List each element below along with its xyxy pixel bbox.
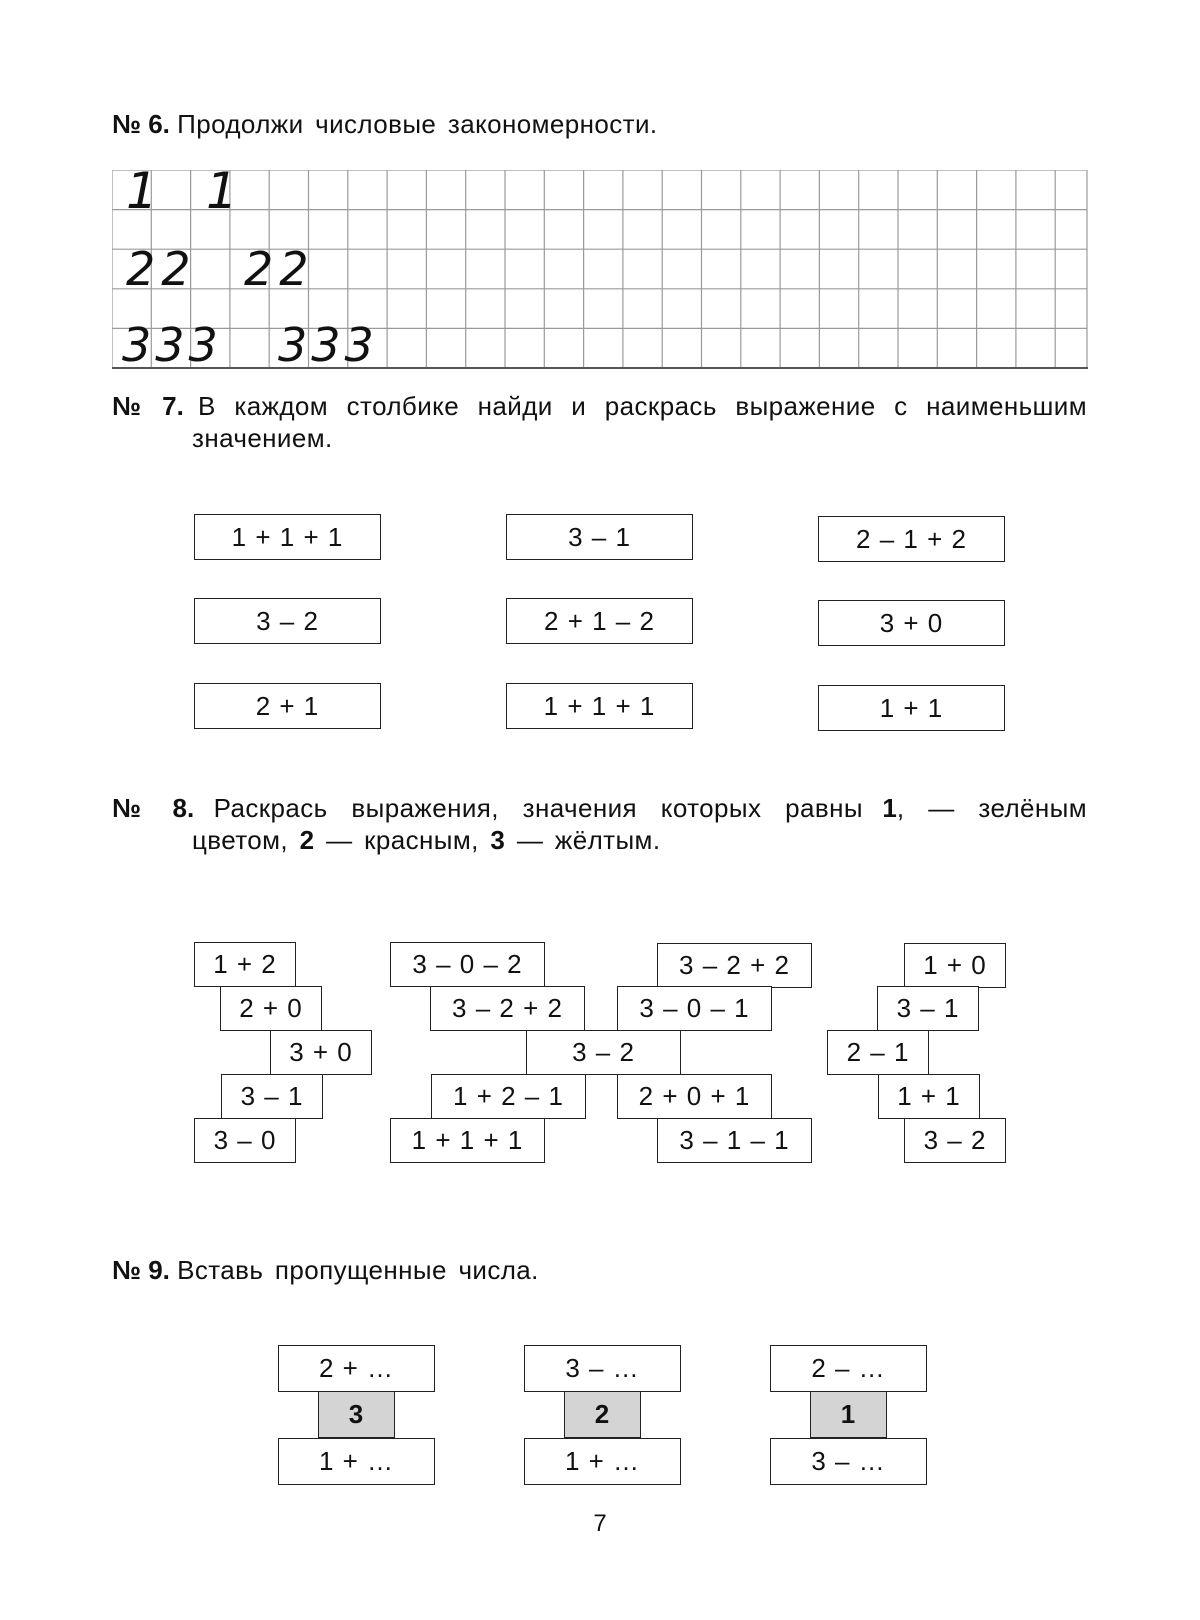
task-8-heading [112,792,1087,856]
expression-brick[interactable]: 1 + 2 – 1 [431,1074,586,1119]
task-7-heading [112,390,1087,454]
handwritten-digit: 1 [126,162,192,220]
task-9-heading [112,1254,1087,1286]
expression-input[interactable]: 2 + … [278,1345,435,1392]
expression-brick[interactable]: 1 + 1 + 1 [390,1118,545,1163]
task-text: В каждом столбике найди и раскрась выражение с наименьшим [198,391,1087,421]
expression-brick[interactable]: 3 – 2 + 2 [430,986,585,1031]
target-number: 3 [318,1391,395,1438]
task-text-continued: значением. [192,423,333,453]
target-number: 1 [810,1391,887,1438]
expression-brick[interactable]: 2 – 1 [827,1030,929,1075]
expression-input[interactable]: 2 – … [770,1345,927,1392]
expression-input[interactable]: 1 + … [524,1438,681,1485]
value-three: 3 [490,825,506,855]
task-text: цветом, [192,825,288,855]
expression-brick[interactable]: 3 – 0 [194,1118,296,1163]
expression-brick[interactable]: 3 – 2 + 2 [657,943,812,988]
expression-box[interactable]: 1 + 1 [818,685,1005,731]
expression-input[interactable]: 3 – … [524,1345,681,1392]
task-text: — красным, [326,825,479,855]
handwritten-digit: 1 [206,162,238,220]
expression-brick[interactable]: 3 – 2 [526,1030,681,1075]
expression-box[interactable]: 1 + 1 + 1 [506,683,693,729]
expression-brick[interactable]: 3 – 2 [904,1118,1006,1163]
expression-brick[interactable]: 3 – 0 – 2 [390,942,545,987]
expression-box[interactable]: 1 + 1 + 1 [194,514,381,560]
expression-brick[interactable]: 1 + 2 [194,942,296,987]
task-text: Продолжи числовые закономерности. [177,109,658,139]
target-number: 2 [564,1391,641,1438]
expression-brick[interactable]: 3 – 1 – 1 [657,1118,812,1163]
task-number: № 6. [112,109,170,139]
expression-box[interactable]: 3 – 2 [194,598,381,644]
task-text: Вставь пропущенные числа. [177,1255,539,1285]
handwritten-group: 22 [244,242,315,296]
expression-box[interactable]: 2 + 1 [194,683,381,729]
expression-box[interactable]: 3 + 0 [818,600,1005,646]
task-text: , — зелёным [896,793,1088,823]
expression-brick[interactable]: 1 + 1 [878,1074,980,1119]
expression-brick[interactable]: 3 – 1 [221,1074,323,1119]
expression-box[interactable]: 2 + 1 – 2 [506,598,693,644]
task-text: Раскрась выражения, значения которых равны [213,793,863,823]
task-number: № 8. [112,793,195,823]
value-two: 2 [299,825,315,855]
handwritten-group: 333 [278,318,378,372]
task-6-heading [112,108,1087,140]
expression-brick[interactable]: 3 – 0 – 1 [617,986,772,1031]
task-number: № 7. [112,391,184,421]
expression-brick[interactable]: 1 + 0 [904,943,1006,988]
expression-brick[interactable]: 3 + 0 [270,1030,372,1075]
handwritten-group: 333 [122,318,222,372]
task-number: № 9. [112,1255,170,1285]
expression-box[interactable]: 3 – 1 [506,514,693,560]
expression-box[interactable]: 2 – 1 + 2 [818,516,1005,562]
expression-brick[interactable]: 2 + 0 + 1 [617,1074,772,1119]
value-one: 1 [882,793,897,823]
expression-input[interactable]: 3 – … [770,1438,927,1485]
expression-brick[interactable]: 3 – 1 [877,986,979,1031]
handwritten-group: 22 [126,242,197,296]
task-text: — жёлтым. [516,825,661,855]
page-number: 7 [593,1510,607,1537]
expression-input[interactable]: 1 + … [278,1438,435,1485]
expression-brick[interactable]: 2 + 0 [220,986,322,1031]
